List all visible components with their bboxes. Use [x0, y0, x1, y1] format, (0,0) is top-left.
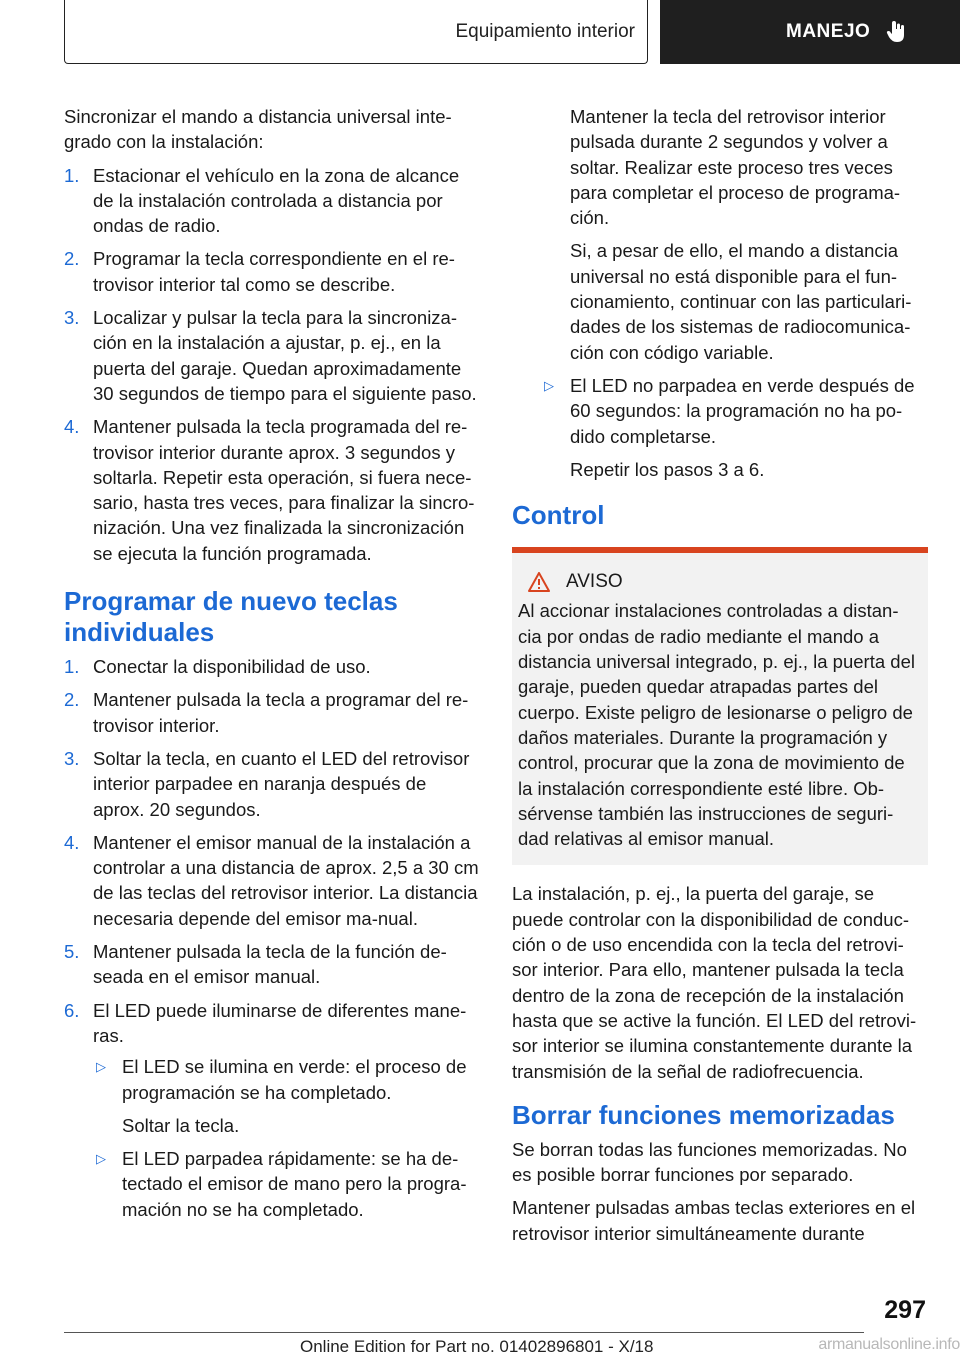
step-number: 4.: [64, 416, 80, 438]
list-item: [64, 830, 479, 931]
heading-reprogram: Programar de nuevo teclas individuales: [64, 586, 398, 648]
footer-divider: [64, 1332, 864, 1333]
sync-steps-list: [64, 163, 479, 566]
step-number: 3.: [64, 747, 80, 769]
list-item: [64, 998, 479, 1222]
step-number: 2.: [64, 248, 80, 270]
list-item: [64, 939, 479, 990]
bullet-text: El LED no parpadea en verde después de 60 segundos: la programación no ha po-dido completarse.: [570, 374, 915, 447]
header-section-title: Equipamiento interior: [455, 20, 635, 42]
page-number: 297: [884, 1296, 926, 1324]
led-bullets: [512, 373, 928, 482]
reprogram-steps-list: [64, 654, 479, 1222]
list-item: [541, 373, 928, 449]
step-number: 4.: [64, 831, 80, 853]
continuation-text-2: Si, a pesar de ello, el mando a distancia universal no está disponible para el fun-cionamiento, continuar con las particulari-dades de los sistemas de radiocomunica-ción con código variable.: [570, 240, 912, 363]
step-number: 6.: [64, 999, 80, 1021]
watermark-logo: armanualsonline.info: [818, 1336, 960, 1353]
control-text: La instalación, p. ej., la puerta del garaje, se puede controlar con la disponibilidad de conduc-ción o de uso encendida con la tecla del retrovi-sor interior. Para ello, mantener pulsada la tecla dentro de la zona de recepción de la instalación hasta que se active la función. El LED del retrovi-sor interior se ilumina constantemente durante la transmisión de la señal de radiofrecuencia.: [512, 883, 917, 1082]
step-number: 1.: [64, 656, 80, 678]
header-chapter-tab: [660, 0, 960, 64]
steering-hand-icon: [884, 19, 910, 45]
heading-control: Control: [512, 500, 605, 531]
step-number: 3.: [64, 307, 80, 329]
list-item: [64, 746, 479, 822]
step-text: Programar la tecla correspondiente en el re-trovisor interior tal como se describe.: [93, 248, 455, 295]
bullet-text: El LED se ilumina en verde: el proceso de programación se ha completado.: [122, 1056, 467, 1103]
step-number: 1.: [64, 164, 80, 186]
heading-delete: Borrar funciones memorizadas: [512, 1099, 895, 1130]
delete-text-1: Se borran todas las funciones memorizadas. No es posible borrar funciones por separado.: [512, 1138, 907, 1186]
triangle-bullet-icon: ▷: [544, 377, 554, 393]
list-item: [64, 687, 479, 738]
step-number: 5.: [64, 941, 80, 963]
step-text: Mantener el emisor manual de la instalación a controlar a una distancia de aprox. 2,5 a 30 cm de las teclas del retrovisor interior. La distancia necesaria depende del emisor ma-nual.: [93, 831, 479, 929]
step-text: El LED puede iluminarse de diferentes mane-ras.: [93, 999, 467, 1046]
list-item: [93, 1054, 479, 1105]
warning-header: [518, 569, 920, 594]
right-column: [512, 104, 928, 1254]
warning-title: AVISO: [566, 571, 623, 593]
list-item: [64, 654, 479, 679]
result-bullets: [93, 1054, 479, 1222]
step-text: Localizar y pulsar la tecla para la sincroniza-ción en la instalación a ajustar, p. ej., en la puerta del garaje. Quedan aproximadamente 30 segundos de tiempo para el siguiente paso.: [93, 307, 477, 404]
warning-triangle-icon: [528, 572, 550, 592]
sync-intro: Sincronizar el mando a distancia universal inte-grado con la instalación:: [64, 106, 452, 153]
triangle-bullet-icon: ▷: [96, 1059, 106, 1075]
step-text: Estacionar el vehículo en la zona de alcance de la instalación controlada a distancia por ondas de radio.: [93, 164, 460, 237]
warning-text: Al accionar instalaciones controladas a distan-cia por ondas de radio mediante el mando a distancia universal integrado, p. ej., la puerta del garaje, pueden quedar atrapadas partes del cuerpo. Existe peligro de lesionarse o peligro de daños materiales. Durante la programación y control, procurar que la zona de movimiento de la instalación correspondiente esté libre. Ob-sérvense también las instrucciones de seguri-dad relativas al emisor manual.: [518, 600, 915, 850]
list-item: [64, 414, 479, 566]
footer-edition: Online Edition for Part no. 01402896801 - X/18: [300, 1337, 654, 1356]
bullet-follow-text: Repetir los pasos 3 a 6.: [570, 458, 765, 480]
bullet-text: El LED parpadea rápidamente: se ha de-tectado el emisor de mano pero la progra-mación no se ha completado.: [122, 1148, 467, 1220]
step-text: Soltar la tecla, en cuanto el LED del retrovisor interior parpadee en naranja después de aprox. 20 segundos.: [93, 747, 470, 820]
triangle-bullet-icon: ▷: [96, 1151, 106, 1167]
list-item: [64, 246, 479, 297]
step-text: Mantener pulsada la tecla a programar del re-trovisor interior.: [93, 689, 469, 736]
warning-box: [512, 547, 928, 865]
header-section-tab: [64, 0, 648, 64]
header-chapter-title: MANEJO: [786, 21, 871, 42]
delete-text-2: Mantener pulsadas ambas teclas exteriores en el retrovisor interior simultáneamente durante: [512, 1197, 916, 1244]
step-text: Mantener pulsada la tecla programada del re-trovisor interior durante aprox. 3 segundos y soltarla. Repetir esta operación, si fuera nece-sario, hasta tres veces, para finalizar la sincro-nización. Una vez finalizada la sincronización se ejecuta la función programada.: [93, 416, 475, 564]
bullet-follow-text: Soltar la tecla.: [122, 1114, 240, 1136]
left-column: [64, 104, 479, 1230]
step-text: Conectar la disponibilidad de uso.: [93, 656, 371, 678]
step-number: 2.: [64, 689, 80, 711]
list-item: [64, 305, 479, 406]
list-item: [64, 163, 479, 239]
list-item: [93, 1146, 479, 1222]
step-text: Mantener pulsada la tecla de la función de-seada en el emisor manual.: [93, 941, 447, 988]
continuation-text-1: Mantener la tecla del retrovisor interior pulsada durante 2 segundos y volver a soltar. Realizar este proceso tres veces para completar el proceso de programa-ción.: [570, 106, 901, 229]
